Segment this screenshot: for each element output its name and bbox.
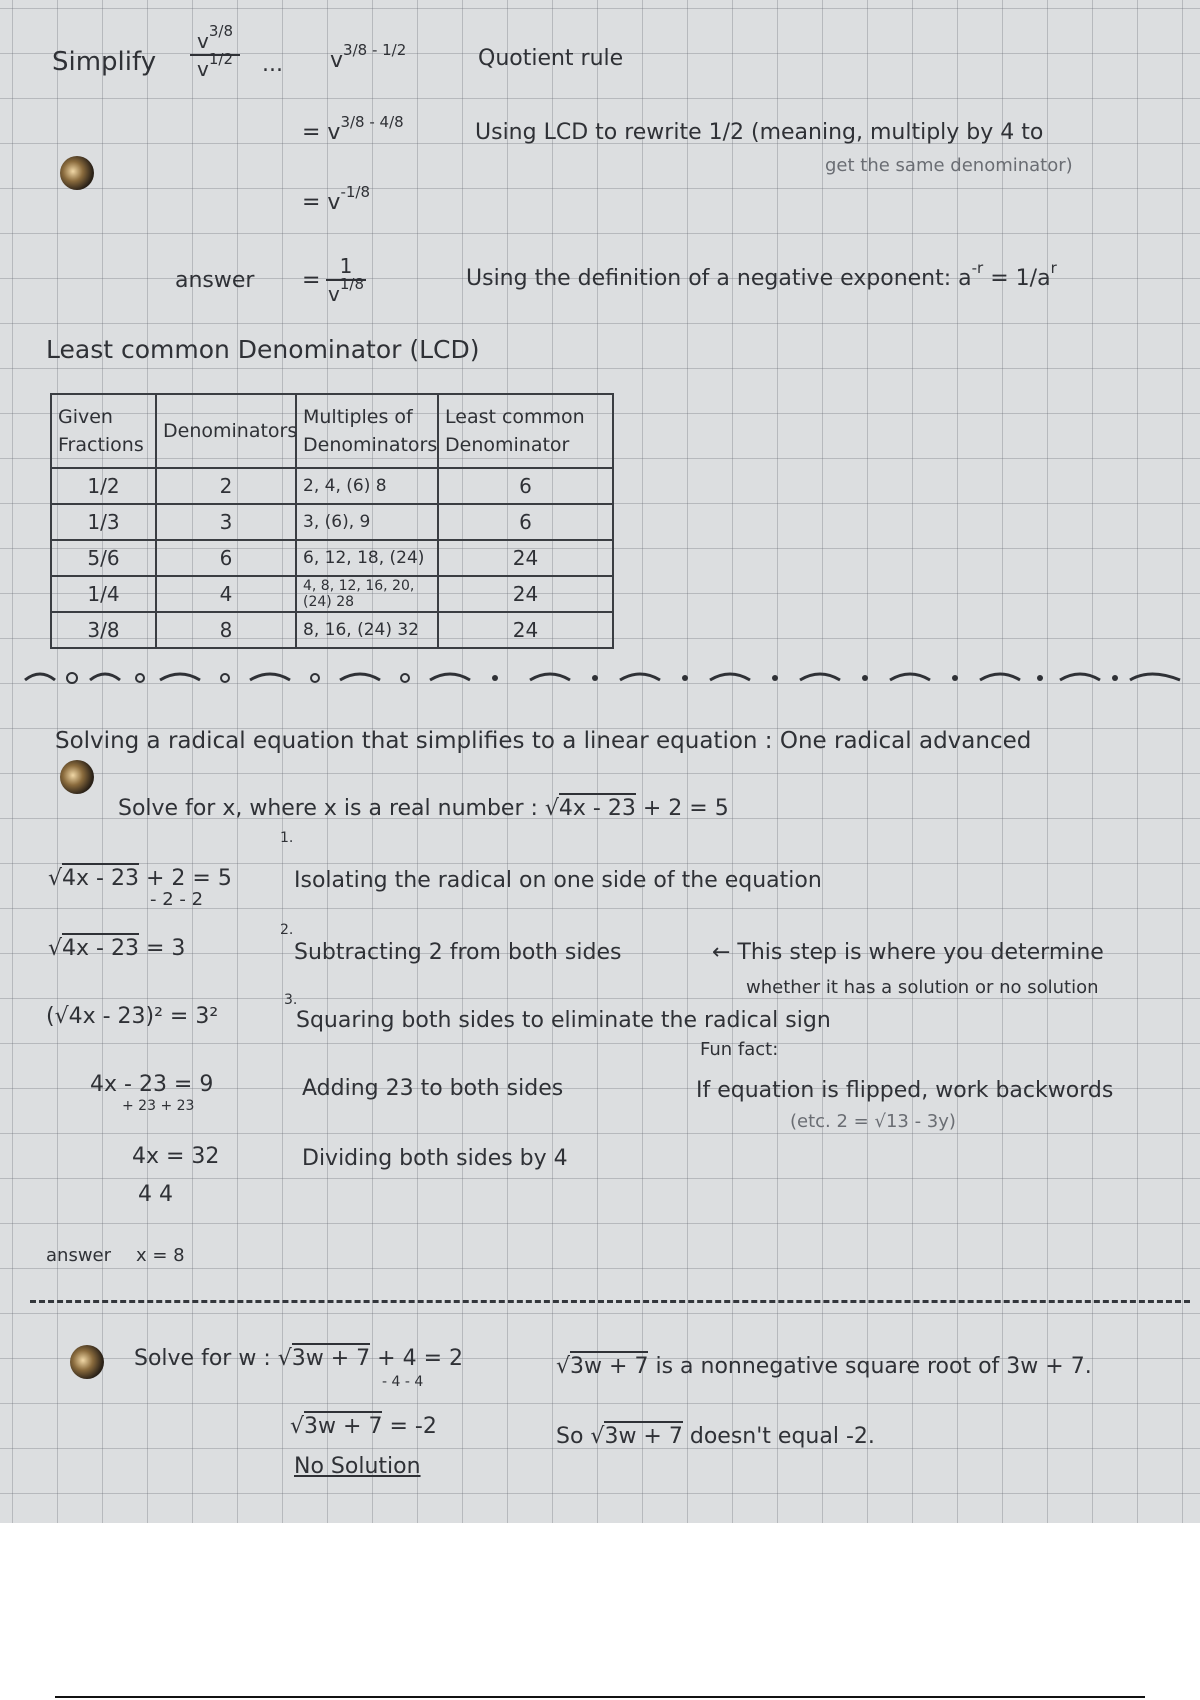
- simplify-expression: [190, 22, 240, 81]
- bottom-rule: [55, 1696, 1145, 1698]
- step3-exponent: -1/8: [340, 183, 371, 201]
- step1-subtraction: - 2 - 2: [150, 889, 204, 910]
- table-row: [51, 612, 613, 648]
- step2-note: Using LCD to rewrite 1/2 (meaning, multiply by 4 to: [475, 120, 1044, 145]
- step2-side-note-continued: whether it has a solution or no solution: [746, 977, 1099, 998]
- cell-multiples: 6, 12, 18, (24): [296, 540, 438, 576]
- lcd-title: Least common Denominator (LCD): [46, 335, 480, 364]
- cell-denominator: 2: [156, 468, 296, 504]
- step1-radicand: 4x - 23: [62, 863, 139, 891]
- table-row: [51, 576, 613, 612]
- wavy-divider: [20, 662, 1190, 692]
- no-solution-note1: √3w + 7 is a nonnegative square root of 3w + 7.: [556, 1354, 1092, 1379]
- answer-note-text: Using the definition of a negative exponent: a: [466, 266, 972, 291]
- step4-left: 4x - 23 = 9: [90, 1072, 214, 1097]
- step2-note-continued: get the same denominator): [825, 155, 1073, 176]
- step2-explanation: Subtracting 2 from both sides: [294, 940, 622, 965]
- answer-note-exponent: -r: [971, 259, 984, 277]
- step5-left: 4x = 32: [132, 1144, 220, 1169]
- cell-lcd: 24: [438, 540, 613, 576]
- simplify-step2: [302, 113, 404, 145]
- cell-fraction: 5/6: [51, 540, 156, 576]
- cell-fraction: 1/2: [51, 468, 156, 504]
- radical-problem: Solve for x, where x is a real number : √4x - 23 + 2 = 5: [118, 796, 729, 821]
- problem-text: Solve for x, where x is a real number :: [118, 796, 538, 821]
- note2-radicand: 3w + 7: [604, 1421, 682, 1449]
- step2-tail: = 3: [145, 936, 186, 961]
- no-solution-result: No Solution: [294, 1454, 421, 1479]
- simplify-answer-label: answer: [175, 268, 255, 293]
- cell-denominator: 4: [156, 576, 296, 612]
- step3-explanation: Squaring both sides to eliminate the radical sign: [296, 1008, 831, 1033]
- cell-lcd: 24: [438, 576, 613, 612]
- step3-number: 3.: [284, 992, 298, 1008]
- cell-multiples: 3, (6), 9: [296, 504, 438, 540]
- header-given-fractions: Given Fractions: [51, 394, 156, 468]
- step1-base: v: [330, 48, 344, 73]
- binder-hole-top: [60, 156, 94, 190]
- cell-multiples: 8, 16, (24) 32: [296, 612, 438, 648]
- lcd-header-row: [51, 394, 613, 468]
- table-row: [51, 540, 613, 576]
- answer-note: [466, 259, 1057, 291]
- note1-text: is a nonnegative square root of 3w + 7.: [655, 1354, 1092, 1379]
- expr-denominator-base: v: [197, 57, 209, 81]
- lcd-table: [50, 393, 614, 649]
- note1-radicand: 3w + 7: [570, 1351, 648, 1379]
- cell-denominator: 3: [156, 504, 296, 540]
- step2-radicand: 4x - 23: [62, 933, 139, 961]
- expr-numerator-base: v: [197, 29, 209, 53]
- expr-numerator-exponent: 3/8: [208, 22, 233, 40]
- simplify-answer-eq: =: [302, 268, 321, 293]
- no-solution-problem: Solve for w : √3w + 7 + 4 = 2: [134, 1346, 463, 1371]
- step1-left: √4x - 23 + 2 = 5: [48, 866, 232, 891]
- radical-answer-label: answer: [46, 1245, 112, 1266]
- fun-fact-text: If equation is flipped, work backwords: [696, 1078, 1114, 1103]
- answer-denominator-exponent: 1/8: [339, 275, 364, 293]
- header-denominators: Denominators: [156, 394, 296, 468]
- step2-side-note: ← This step is where you determine: [712, 940, 1104, 965]
- step5-division: 4 4: [138, 1182, 173, 1207]
- step4-explanation: Adding 23 to both sides: [302, 1076, 564, 1101]
- simplify-label: Simplify: [52, 47, 157, 77]
- step2-base: = v: [302, 120, 341, 145]
- dashed-divider: [30, 1300, 1190, 1303]
- step1-exponent: 3/8 - 1/2: [343, 41, 407, 59]
- no-solution-note2: So √3w + 7 doesn't equal -2.: [556, 1424, 875, 1449]
- no-solution-step-radicand: 3w + 7: [304, 1411, 382, 1439]
- note2-text: doesn't equal -2.: [689, 1424, 875, 1449]
- simplify-dots: ...: [262, 52, 283, 77]
- step3-left: (√4x - 23)² = 3²: [46, 1004, 219, 1029]
- step2-number: 2.: [280, 922, 294, 938]
- fun-fact-title: Fun fact:: [700, 1039, 779, 1060]
- step2-left: √4x - 23 = 3: [48, 936, 185, 961]
- step5-explanation: Dividing both sides by 4: [302, 1146, 568, 1171]
- cell-fraction: 1/4: [51, 576, 156, 612]
- binder-hole-bottom: [70, 1345, 104, 1379]
- cell-lcd: 24: [438, 612, 613, 648]
- no-solution-tail: + 4 = 2: [377, 1346, 464, 1371]
- cell-fraction: 3/8: [51, 612, 156, 648]
- radical-answer: x = 8: [136, 1245, 185, 1266]
- step1-tail: + 2 = 5: [145, 866, 232, 891]
- cell-denominator: 6: [156, 540, 296, 576]
- no-solution-step: √3w + 7 = -2: [290, 1414, 437, 1439]
- step1-number: 1.: [280, 830, 294, 846]
- note2-prefix: So: [556, 1424, 584, 1449]
- step1-explanation: Isolating the radical on one side of the equation: [294, 868, 822, 893]
- header-multiples: Multiples of Denominators: [296, 394, 438, 468]
- no-solution-radicand: 3w + 7: [292, 1343, 370, 1371]
- no-solution-prefix: Solve for w :: [134, 1346, 271, 1371]
- table-row: [51, 504, 613, 540]
- answer-note-tail: = 1/a: [990, 266, 1051, 291]
- binder-hole-middle: [60, 760, 94, 794]
- fun-fact-example: (etc. 2 = √13 - 3y): [790, 1111, 956, 1132]
- step1-note: Quotient rule: [478, 46, 624, 71]
- expr-denominator-exponent: 1/2: [208, 50, 233, 68]
- simplify-answer-fraction: [326, 255, 366, 305]
- header-lcd: Least common Denominator: [438, 394, 613, 468]
- answer-numerator: 1: [339, 254, 353, 278]
- no-solution-subtraction: - 4 - 4: [382, 1374, 424, 1390]
- step4-addition: + 23 + 23: [122, 1098, 195, 1114]
- problem-tail: + 2 = 5: [642, 796, 729, 821]
- cell-fraction: 1/3: [51, 504, 156, 540]
- cell-multiples: 2, 4, (6) 8: [296, 468, 438, 504]
- cell-lcd: 6: [438, 468, 613, 504]
- radical-heading: Solving a radical equation that simplifies to a linear equation : One radical advanced: [55, 728, 1032, 754]
- no-solution-step-tail: = -2: [389, 1414, 437, 1439]
- simplify-step3: [302, 183, 371, 215]
- problem-radicand: 4x - 23: [559, 793, 636, 821]
- cell-multiples: 4, 8, 12, 16, 20, (24) 28: [296, 576, 438, 612]
- cell-lcd: 6: [438, 504, 613, 540]
- cell-denominator: 8: [156, 612, 296, 648]
- simplify-step1: [330, 41, 407, 73]
- table-row: [51, 468, 613, 504]
- step3-base: = v: [302, 190, 341, 215]
- answer-denominator-base: v: [328, 282, 340, 306]
- answer-note-tail-exponent: r: [1050, 259, 1057, 277]
- step2-exponent: 3/8 - 4/8: [340, 113, 404, 131]
